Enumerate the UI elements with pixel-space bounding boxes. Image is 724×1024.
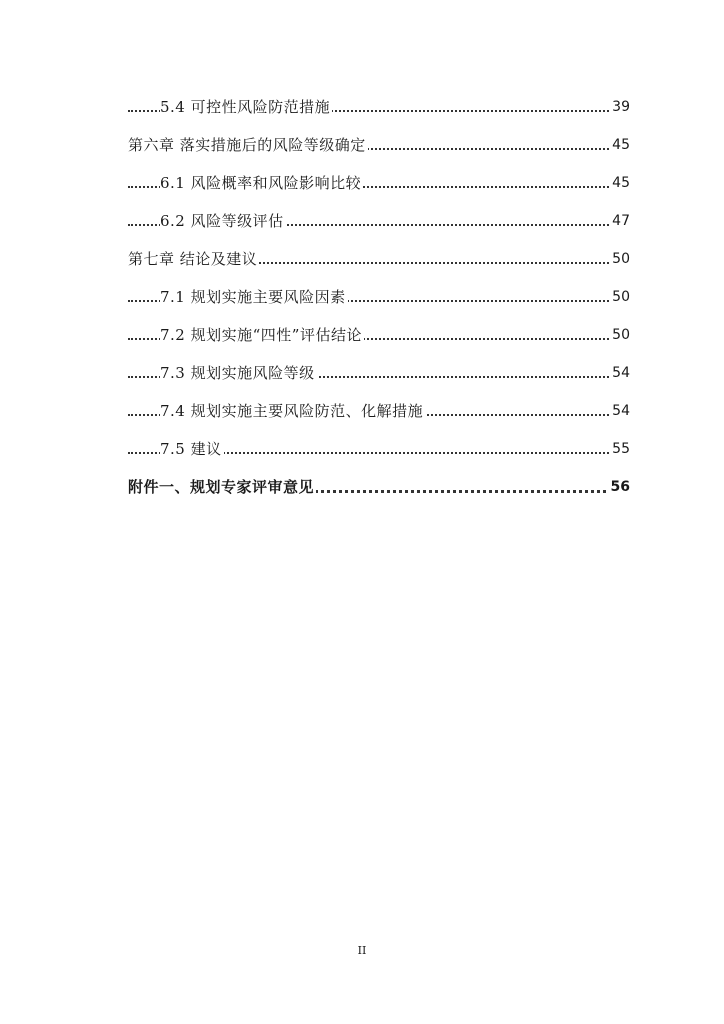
toc-entry-page: 45 bbox=[610, 133, 630, 157]
toc-entry-title: 附件一、规划专家评审意见 bbox=[128, 475, 316, 499]
toc-entry[interactable] bbox=[0, 361, 724, 385]
toc-entry-title: 第七章 结论及建议 bbox=[128, 247, 259, 271]
toc-entry-title: 6.1 风险概率和风险影响比较 bbox=[160, 171, 363, 195]
toc-entry[interactable] bbox=[0, 171, 724, 195]
toc-entry-page: 56 bbox=[609, 475, 630, 499]
toc-entry-title: 7.1 规划实施主要风险因素 bbox=[160, 285, 348, 309]
toc-entry-page: 54 bbox=[610, 361, 630, 385]
toc-entry[interactable] bbox=[0, 285, 724, 309]
page-number: II bbox=[357, 944, 367, 957]
toc-entry[interactable] bbox=[0, 399, 724, 423]
toc-entry[interactable] bbox=[0, 247, 724, 271]
toc-entry-page: 54 bbox=[610, 399, 630, 423]
toc-entry-title: 7.3 规划实施风险等级 bbox=[160, 361, 317, 385]
toc-entry-title: 第六章 落实措施后的风险等级确定 bbox=[128, 133, 368, 157]
toc-entry-title: 7.4 规划实施主要风险防范、化解措施 bbox=[160, 399, 425, 423]
toc-entry[interactable] bbox=[0, 323, 724, 347]
toc-entry-page: 50 bbox=[610, 247, 630, 271]
toc-entry-page: 47 bbox=[610, 209, 630, 233]
toc-entry-title: 6.2 风险等级评估 bbox=[160, 209, 286, 233]
toc-entry-page: 55 bbox=[610, 437, 630, 461]
toc-entry[interactable] bbox=[0, 133, 724, 157]
toc-entry-title: 7.5 建议 bbox=[160, 437, 224, 461]
toc-entry[interactable] bbox=[0, 209, 724, 233]
toc-entry-page: 50 bbox=[610, 285, 630, 309]
toc-entry-page: 50 bbox=[610, 323, 630, 347]
toc-entry-page: 39 bbox=[610, 95, 630, 119]
toc-entry-title: 5.4 可控性风险防范措施 bbox=[160, 95, 332, 119]
toc-entry-appendix[interactable] bbox=[0, 475, 724, 499]
toc-entry-page: 45 bbox=[610, 171, 630, 195]
toc-entry[interactable] bbox=[0, 95, 724, 119]
toc-entry-title: 7.2 规划实施“四性”评估结论 bbox=[160, 323, 364, 347]
toc-entry[interactable] bbox=[0, 437, 724, 461]
